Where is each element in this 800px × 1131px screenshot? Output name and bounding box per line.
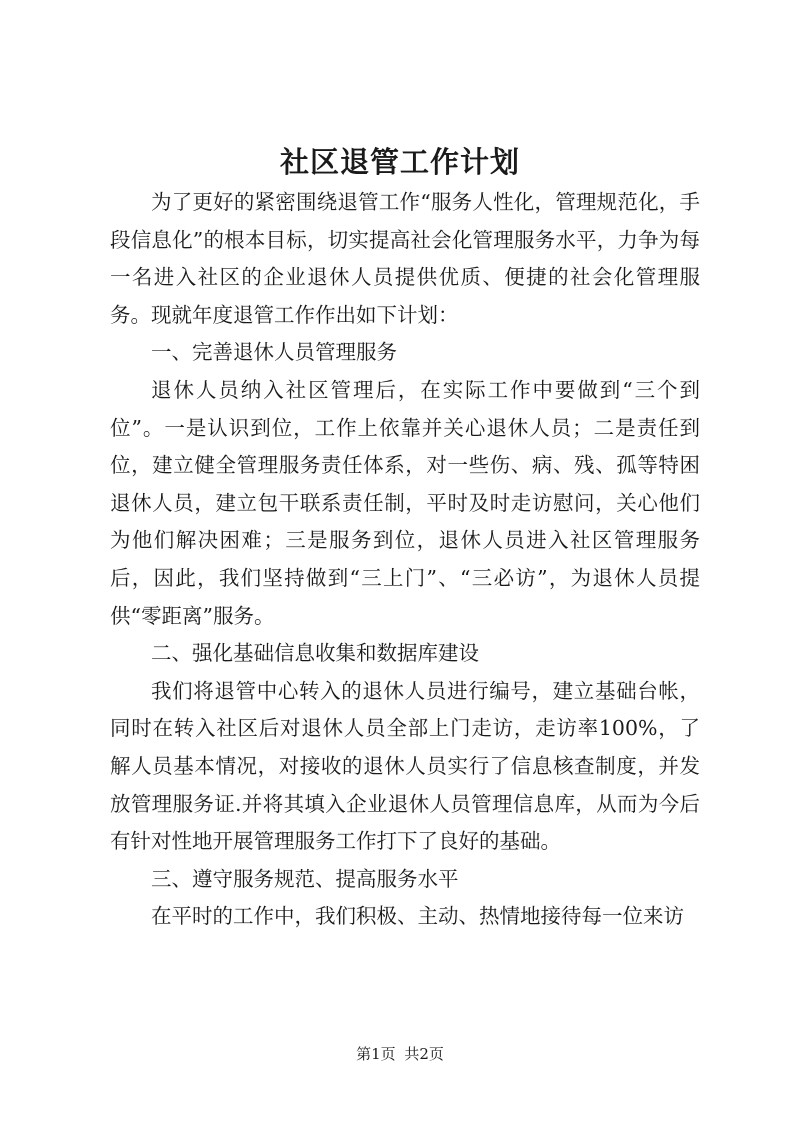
document-title: 社区退管工作计划 bbox=[279, 145, 520, 179]
section-1-heading: 一、完善退休人员管理服务 bbox=[151, 340, 397, 365]
section-2-paragraph: 我们将退管中心转入的退休人员进行编号，建立基础台帐，同时在转入社区后对退休人员全部上门走访，走访率100%，了解人员基本情况，对接收的退休人员实行了信息核查制度，并发放管理服务证.并将其填入企业退休人员管理信息库，从而为今后有针对性地开展管理服务工作打下了良好的基础。 bbox=[110, 678, 700, 854]
section-3-paragraph: 在平时的工作中，我们积极、主动、热情地接待每一位来访 bbox=[151, 904, 684, 929]
document-body bbox=[110, 184, 700, 936]
page-footer bbox=[0, 1044, 800, 1064]
section-3-heading: 三、遵守服务规范、提高服务水平 bbox=[151, 866, 459, 891]
page-total: 共2页 bbox=[404, 1045, 444, 1063]
section-2-heading: 二、强化基础信息收集和数据库建设 bbox=[151, 641, 479, 666]
section-1-paragraph: 退休人员纳入社区管理后，在实际工作中要做到“三个到位”。一是认识到位，工作上依靠并关心退休人员；二是责任到位，建立健全管理服务责任体系，对一些伤、病、残、孤等特困退休人员，建立包干联系责任制，平时及时走访慰问，关心他们为他们解决困难；三是服务到位，退休人员进入社区管理服务后，因此，我们坚持做到“三上门”、“三必访”，为退休人员提供“零距离”服务。 bbox=[110, 377, 700, 628]
intro-paragraph: 为了更好的紧密围绕退管工作“服务人性化，管理规范化，手段信息化”的根本目标，切实提高社会化管理服务水平，力争为每一名进入社区的企业退休人员提供优质、便捷的社会化管理服务。现就年度退管工作作出如下计划： bbox=[110, 190, 700, 327]
page-number: 第1页 bbox=[356, 1045, 396, 1063]
